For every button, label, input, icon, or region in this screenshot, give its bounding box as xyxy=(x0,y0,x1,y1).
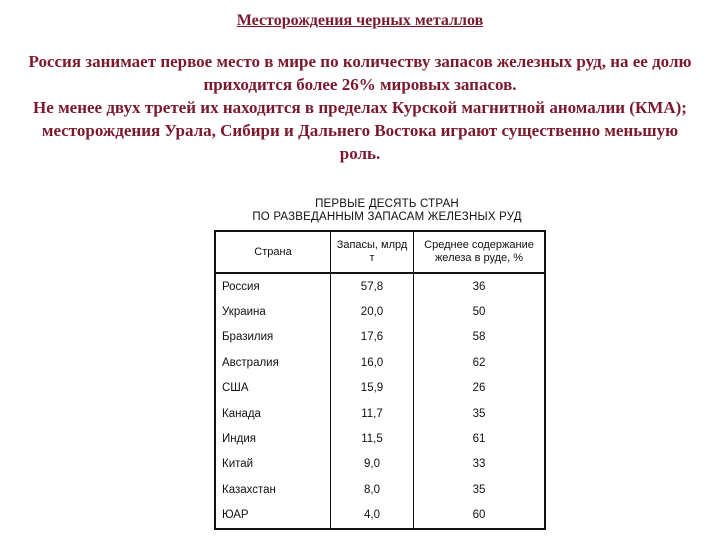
header-iron-content: Среднее содержание железа в руде, % xyxy=(414,231,546,273)
cell-iron-content: 61 xyxy=(472,433,486,446)
table-row xyxy=(215,426,545,451)
cell-iron-content: 60 xyxy=(472,509,486,522)
cell-country: Украина xyxy=(215,299,331,324)
table-caption xyxy=(222,198,552,224)
slide-title: Месторождения черных металлов xyxy=(236,12,484,29)
header-reserves: Запасы, млрд т xyxy=(331,231,414,273)
cell-iron-content: 36 xyxy=(472,280,486,293)
cell-reserves: 17,6 xyxy=(331,325,414,350)
table-row xyxy=(215,325,545,350)
cell-iron-content: 26 xyxy=(472,382,486,395)
cell-iron-content: 62 xyxy=(472,356,486,369)
cell-reserves: 15,9 xyxy=(331,376,414,401)
cell-reserves: 8,0 xyxy=(331,477,414,502)
cell-iron-content: 58 xyxy=(472,331,486,344)
paragraph-kma: Не менее двух третей их находится в пределах Курской магнитной аномалии (КМА); xyxy=(33,98,687,117)
cell-iron-content: 33 xyxy=(472,458,486,471)
cell-country: Россия xyxy=(215,273,331,299)
table-row xyxy=(215,376,545,401)
table-row xyxy=(215,477,545,502)
cell-reserves: 20,0 xyxy=(331,299,414,324)
cell-reserves: 11,7 xyxy=(331,401,414,426)
cell-country: Канада xyxy=(215,401,331,426)
cell-reserves: 9,0 xyxy=(331,452,414,477)
paragraph-russia-share: Россия занимает первое место в мире по количеству запасов железных руд, на ее долю приходится более 26% мировых запасов. xyxy=(28,52,692,94)
cell-country: Индия xyxy=(215,426,331,451)
cell-reserves: 11,5 xyxy=(331,426,414,451)
cell-country: США xyxy=(215,376,331,401)
cell-country: Казахстан xyxy=(215,477,331,502)
cell-country: Бразилия xyxy=(215,325,331,350)
iron-ore-reserves-table xyxy=(214,230,546,530)
cell-iron-content: 35 xyxy=(472,483,486,496)
header-country: Страна xyxy=(215,231,331,273)
table-header-row xyxy=(215,231,545,273)
table-row xyxy=(215,273,545,299)
table-row xyxy=(215,503,545,529)
table-caption-line2: ПО РАЗВЕДАННЫМ ЗАПАСАМ ЖЕЛЕЗНЫХ РУД xyxy=(252,211,522,223)
cell-iron-content: 50 xyxy=(472,306,486,319)
body-text xyxy=(20,50,700,165)
cell-reserves: 16,0 xyxy=(331,350,414,375)
cell-reserves: 57,8 xyxy=(331,273,414,299)
table-caption-line1: ПЕРВЫЕ ДЕСЯТЬ СТРАН xyxy=(315,198,459,210)
cell-reserves: 4,0 xyxy=(331,503,414,529)
cell-iron-content: 35 xyxy=(472,407,486,420)
table-row xyxy=(215,452,545,477)
table-row xyxy=(215,401,545,426)
cell-country: Австралия xyxy=(215,350,331,375)
paragraph-other-regions: месторождения Урала, Сибири и Дальнего Востока играют существенно меньшую роль. xyxy=(41,121,679,163)
table-row xyxy=(215,350,545,375)
cell-country: Китай xyxy=(215,452,331,477)
table-row xyxy=(215,299,545,324)
cell-country: ЮАР xyxy=(215,503,331,529)
